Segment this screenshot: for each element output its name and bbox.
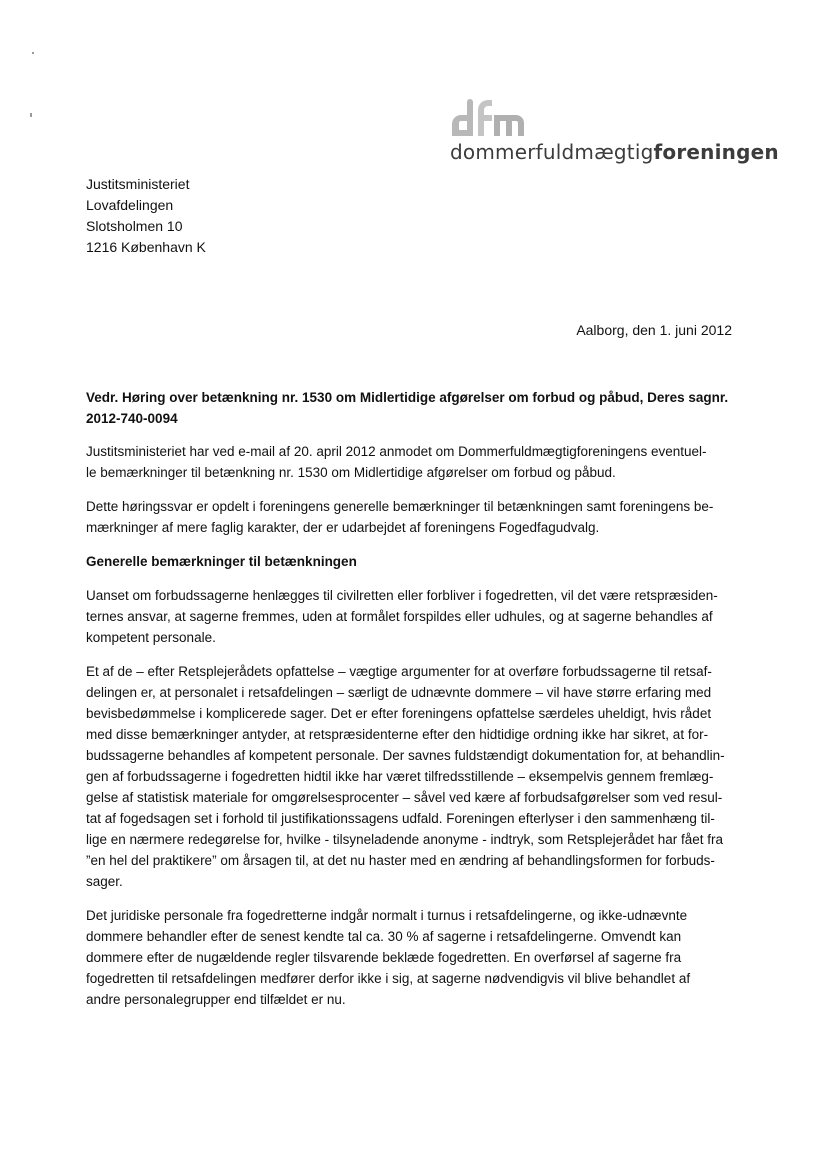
subject-text: Vedr. Høring over betænkning nr. 1530 om Midlertidige afgørelser om forbud og påbud, Deres sagnr. — [86, 390, 729, 405]
text-line: mærkninger af mere faglig karakter, der er udarbejdet af foreningens Fogedfagudvalg. — [86, 520, 600, 535]
recipient-line: Slotsholmen 10 — [86, 218, 183, 234]
recipient-line: Justitsministeriet — [86, 176, 190, 192]
paragraph — [86, 661, 734, 892]
text-line: Justitsministeriet har ved e-mail af 20. april 2012 anmodet om Dommerfuldmægtigforeningens eventuel- — [86, 444, 707, 459]
text-line: bevisbedømmelse i komplicerede sager. Det er efter foreningens opfattelse særdeles uheldigt, hvis rådet — [86, 706, 712, 721]
paragraph — [86, 905, 734, 1010]
paragraph — [86, 496, 734, 538]
paragraph — [86, 441, 734, 483]
text-line: andre personalegrupper end tilfældet er nu. — [86, 992, 346, 1007]
recipient-address — [86, 174, 206, 258]
dfm-logo-mark — [448, 96, 528, 142]
text-line: ”en hel del praktikere” om årsagen til, at det nu haster med en ændring af behandlingsformen for forbuds- — [86, 853, 715, 868]
text-line: ternes ansvar, at sagerne fremmes, uden at formålet forspildes eller udhules, og at sagerne behandles af — [86, 609, 713, 624]
text-line: Uanset om forbudssagerne henlægges til civilretten eller forbliver i fogedretten, vil det være retspræsiden- — [86, 588, 718, 603]
text-line: kompetent personale. — [86, 630, 216, 645]
date-line: Aalborg, den 1. juni 2012 — [576, 322, 732, 338]
text-line: Dette høringssvar er opdelt i foreningens generelle bemærkninger til betænkningen samt foreningens be- — [86, 499, 714, 514]
scan-speck — [32, 52, 34, 54]
text-line: Et af de – efter Retsplejerådets opfattelse – vægtige argumenter for at overføre forbudssagerne til retsaf- — [86, 664, 712, 679]
scan-speck — [30, 113, 32, 117]
text-line: sager. — [86, 874, 123, 889]
subject-line — [86, 387, 734, 429]
section-heading — [86, 551, 734, 572]
text-line: lige en nærmere redegørelse for, hvilke - tilsyneladende anonyme - indtryk, som Retsplejerådet har fået fra — [86, 832, 724, 847]
organization-name: dommerfuldmægtigforeningen — [450, 140, 779, 164]
text-line: med disse bemærkninger antyder, at retspræsidenterne efter den hidtidige ordning ikke har sikret, at for- — [86, 727, 709, 742]
text-line: tat af fogedsagen set i forhold til justifikationssagens udfald. Foreningen efterlyser i den sammenhæng til- — [86, 811, 715, 826]
subject-text: 2012-740-0094 — [86, 411, 178, 426]
text-line: Det juridiske personale fra fogedretterne indgår normalt i turnus i retsafdelingerne, og ikke-udnævnte — [86, 908, 688, 923]
recipient-line: 1216 København K — [86, 239, 206, 255]
heading-text: Generelle bemærkninger til betænkningen — [86, 554, 357, 569]
paragraph — [86, 585, 734, 648]
text-line: budssagerne behandles af kompetent personale. Der savnes fuldstændigt dokumentation for, at behandlin- — [86, 748, 725, 763]
text-line: dommere efter de nugældende regler tilsvarende beklæde fogedretten. En overførsel af sagerne fra — [86, 950, 682, 965]
text-line: gelse af statistisk materiale for omgørelsesprocenter – såvel ved kære af forbudsafgørelser som ved resul- — [86, 790, 723, 805]
recipient-line: Lovafdelingen — [86, 197, 174, 213]
text-line: gen af forbudssagerne i fogedretten hidtil ikke har været tilfredsstillende – eksempelvis gennem fremlæg- — [86, 769, 714, 784]
text-line: delingen er, at personalet i retsafdelingen – særligt de udnævnte dommere – vil have større erfaring med — [86, 685, 712, 700]
letter-body — [86, 387, 734, 1023]
organization-logo — [448, 96, 779, 170]
text-line: le bemærkninger til betænkning nr. 1530 om Midlertidige afgørelser om forbud og påbud. — [86, 465, 616, 480]
text-line: dommere behandler efter de senest kendte tal ca. 30 % af sagerne i retsafdelingerne. Omvendt kan — [86, 929, 682, 944]
text-line: fogedretten til retsafdelingen medfører derfor ikke i sig, at sagerne nødvendigvis vil blive behandlet af — [86, 971, 691, 986]
